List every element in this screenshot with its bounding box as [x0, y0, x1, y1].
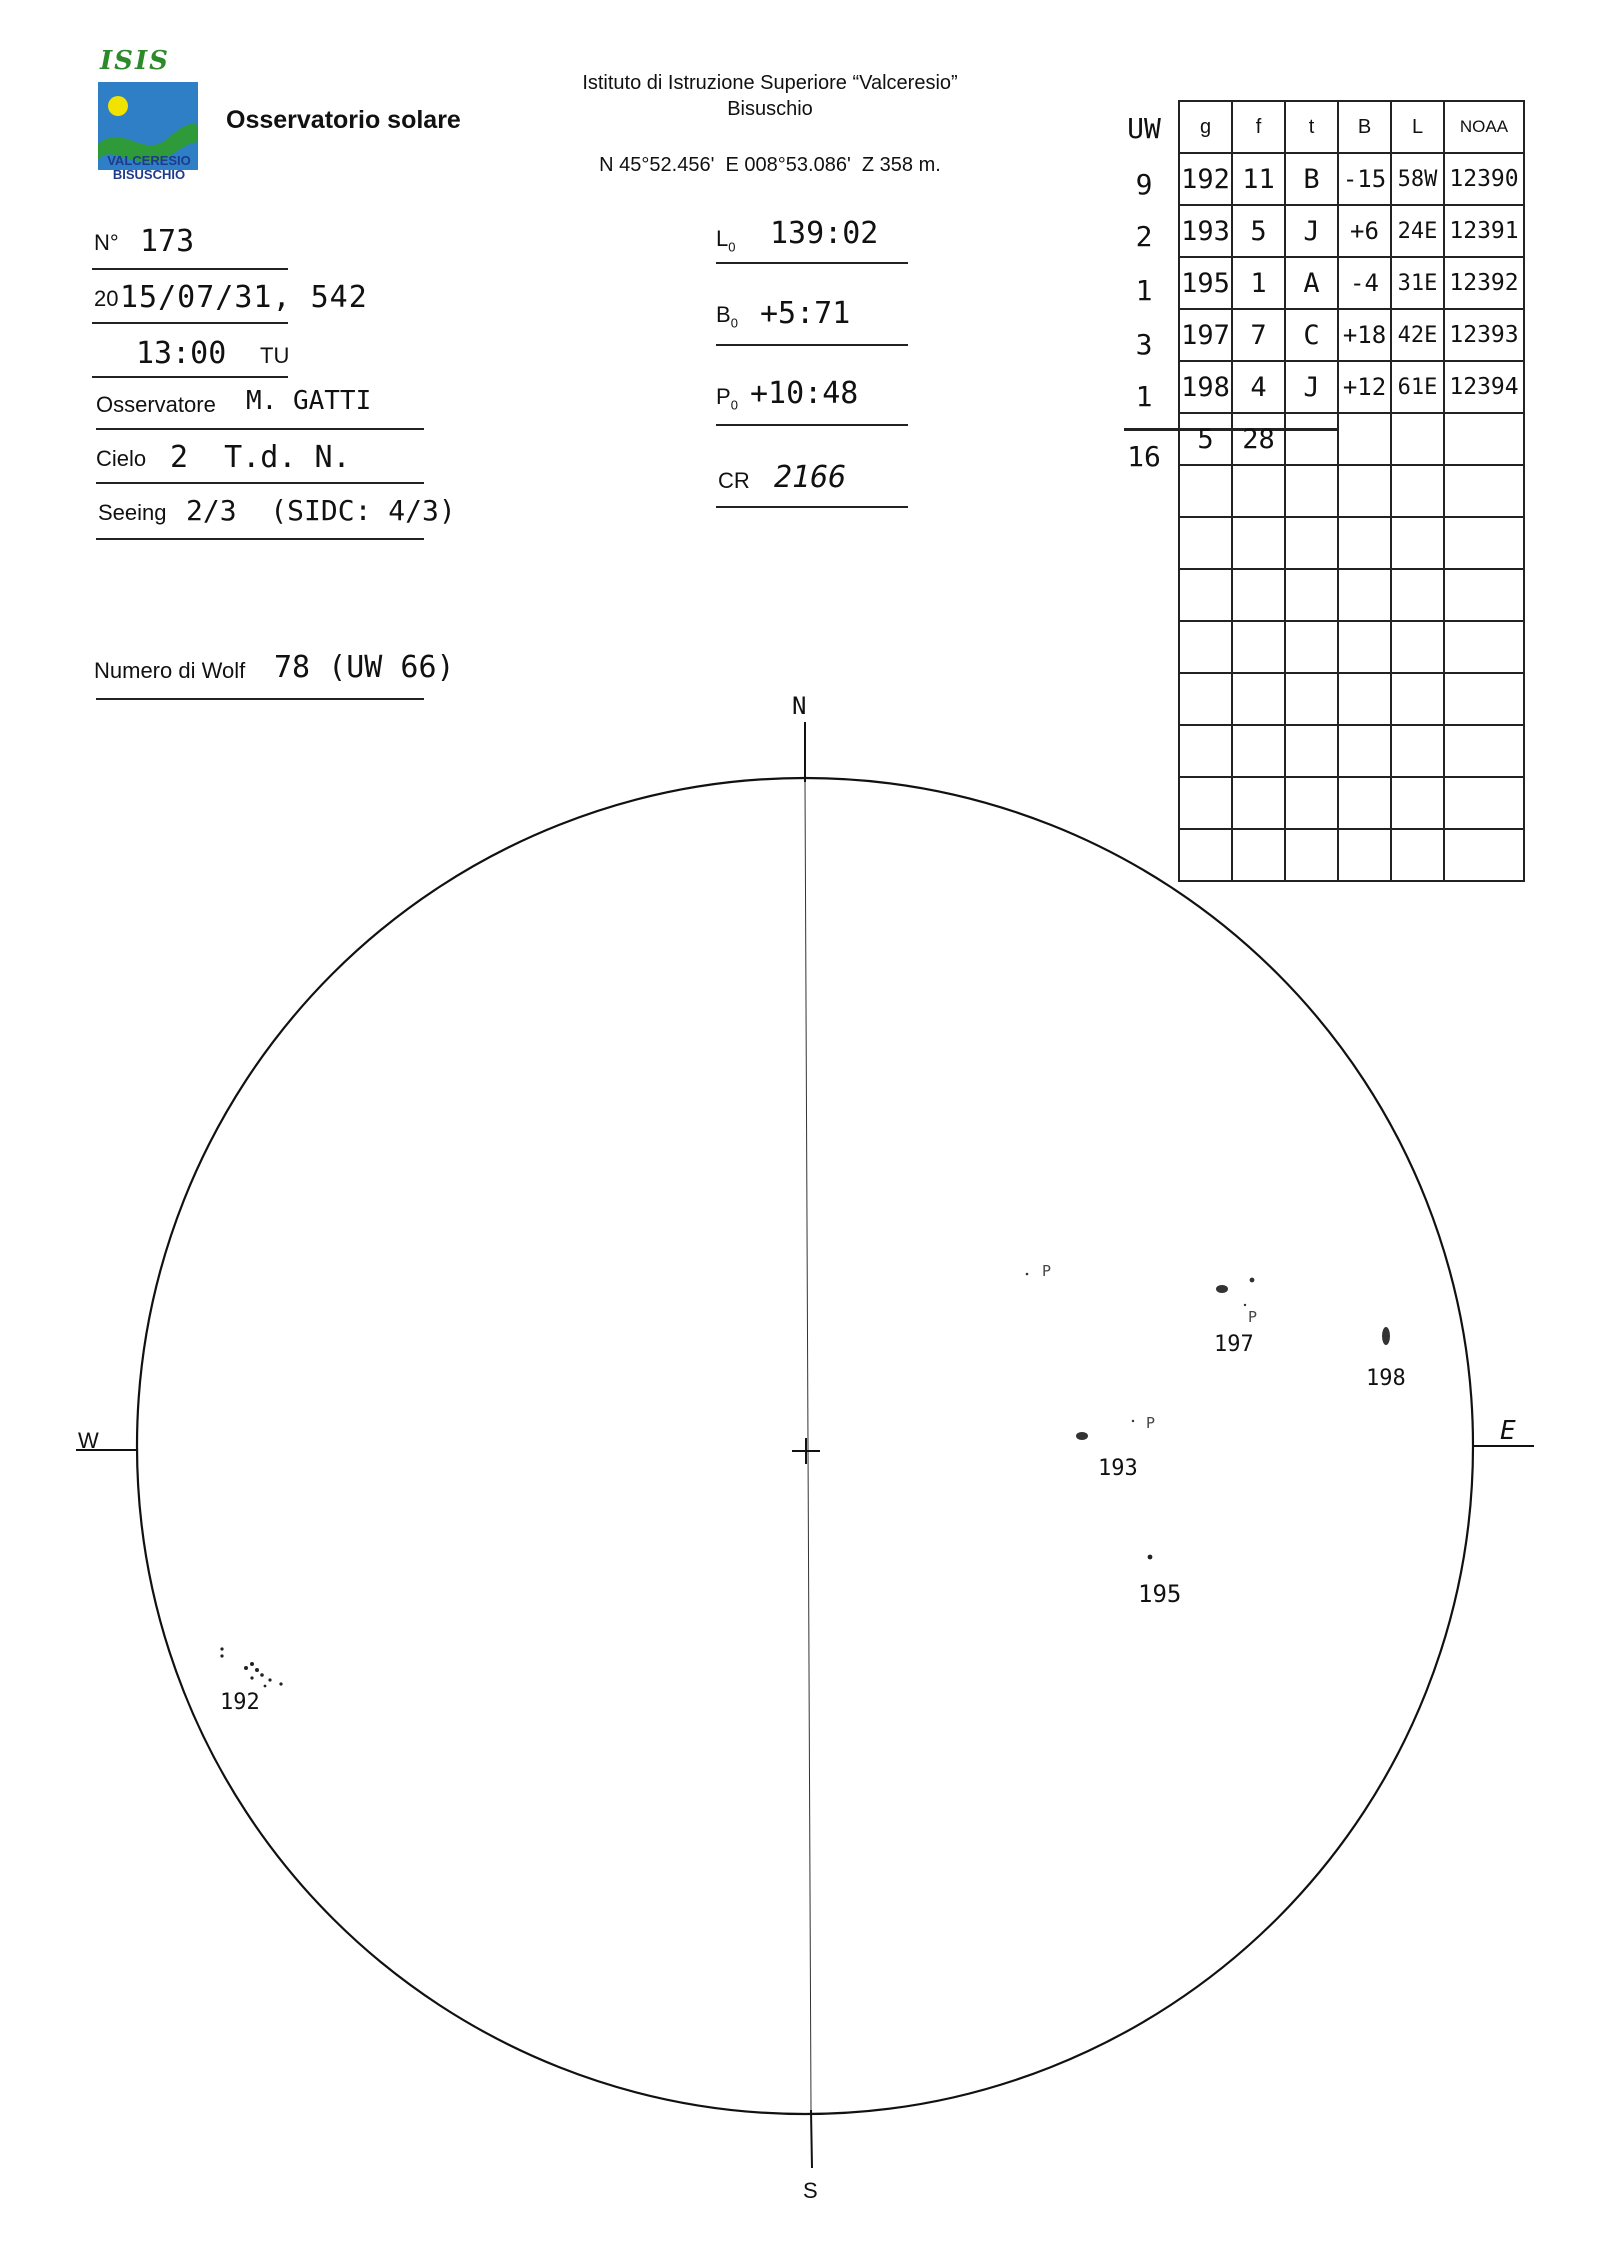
empty-cell — [1391, 569, 1444, 621]
empty-cell — [1391, 517, 1444, 569]
cell-b: +18 — [1338, 309, 1391, 361]
empty-row — [1179, 517, 1524, 569]
seeing-label: Seeing — [98, 500, 167, 525]
cell-l: 31E — [1391, 257, 1444, 309]
empty-cell — [1338, 413, 1391, 465]
p0-rule — [716, 424, 908, 426]
east-label: E — [1500, 1416, 1516, 1446]
logo-caption — [94, 154, 204, 182]
empty-row — [1179, 725, 1524, 777]
wolf-rule — [96, 698, 424, 700]
uw-header: UW — [1127, 112, 1161, 145]
uw-row-1: 9 — [1135, 168, 1153, 201]
table-row — [1179, 153, 1524, 205]
l0-value: 139:02 — [770, 216, 879, 251]
cell-noaa: 12392 — [1444, 257, 1524, 309]
empty-cell — [1285, 517, 1338, 569]
empty-cell — [1232, 725, 1285, 777]
empty-cell — [1179, 673, 1232, 725]
north-label: N — [792, 692, 807, 720]
observatory-title: Osservatorio solare — [226, 106, 461, 134]
cell-g: 195 — [1179, 257, 1232, 309]
seeing-value: 2/3 (SIDC: 4/3) — [186, 494, 456, 527]
l0-label — [716, 226, 735, 254]
col-header-b: B — [1338, 101, 1391, 153]
time-value: 13:00 — [136, 336, 227, 371]
observatory-coordinates: N 45°52.456' E 008°53.086' Z 358 m. — [599, 154, 941, 176]
group-label-198: 198 — [1366, 1366, 1406, 1391]
col-header-l: L — [1391, 101, 1444, 153]
l0-letter: L — [716, 226, 729, 251]
cell-noaa: 12390 — [1444, 153, 1524, 205]
sky-label: Cielo — [96, 446, 147, 471]
empty-cell — [1391, 673, 1444, 725]
empty-cell — [1232, 569, 1285, 621]
empty-cell — [1444, 673, 1524, 725]
empty-cell — [1232, 465, 1285, 517]
empty-cell — [1232, 829, 1285, 881]
empty-cell — [1232, 673, 1285, 725]
empty-cell — [1444, 725, 1524, 777]
cr-label: CR — [718, 468, 750, 493]
cell-f: 4 — [1232, 361, 1285, 413]
table-row — [1179, 361, 1524, 413]
empty-cell — [1391, 413, 1444, 465]
south-label: S — [803, 2178, 818, 2203]
col-header-g: g — [1179, 101, 1232, 153]
p0-label — [716, 384, 738, 412]
col-header-t: t — [1285, 101, 1338, 153]
penumbra-mark: P — [1042, 1262, 1052, 1280]
cell-noaa: 12393 — [1444, 309, 1524, 361]
table-totals-row — [1179, 413, 1524, 465]
institute-town: Bisuschio — [727, 98, 813, 120]
empty-cell — [1285, 673, 1338, 725]
group-label-195: 195 — [1138, 1580, 1182, 1608]
empty-cell — [1285, 777, 1338, 829]
institute-name: Istituto di Istruzione Superiore “Valceresio” — [582, 72, 958, 94]
sky-rule — [96, 482, 424, 484]
uw-row-3: 1 — [1135, 274, 1153, 307]
observer-rule — [96, 428, 424, 430]
p0-subscript: 0 — [730, 397, 738, 413]
cell-l: 61E — [1391, 361, 1444, 413]
number-label: N° — [94, 230, 119, 255]
empty-cell — [1179, 829, 1232, 881]
uw-row-5: 1 — [1135, 380, 1153, 413]
empty-cell — [1444, 413, 1524, 465]
number-rule — [92, 268, 288, 270]
group-label-197: 197 — [1214, 1332, 1254, 1357]
table-row — [1179, 205, 1524, 257]
empty-cell — [1232, 777, 1285, 829]
cell-t: B — [1285, 153, 1338, 205]
time-unit: TU — [260, 343, 290, 368]
empty-cell — [1285, 465, 1338, 517]
date-prefix: 20 — [94, 286, 119, 311]
logo-wordmark: ISIS — [100, 46, 170, 76]
cell-noaa: 12394 — [1444, 361, 1524, 413]
cell-g: 192 — [1179, 153, 1232, 205]
col-header-f: f — [1232, 101, 1285, 153]
cell-t: J — [1285, 205, 1338, 257]
seeing-rule — [96, 538, 424, 540]
col-header-noaa: NOAA — [1444, 101, 1524, 153]
empty-cell — [1179, 569, 1232, 621]
b0-label — [716, 302, 738, 330]
penumbra-mark: P — [1146, 1414, 1156, 1432]
empty-cell — [1232, 517, 1285, 569]
empty-cell — [1391, 829, 1444, 881]
observer-value: M. GATTI — [246, 386, 372, 416]
uw-total: 16 — [1127, 440, 1161, 473]
central-meridian — [805, 782, 811, 2110]
b0-letter: B — [716, 302, 731, 327]
cr-value: 2166 — [774, 460, 847, 495]
empty-cell — [1285, 569, 1338, 621]
cell-b: +12 — [1338, 361, 1391, 413]
l0-rule — [716, 262, 908, 264]
sky-value: 2 T.d. N. — [170, 440, 351, 475]
empty-cell — [1285, 829, 1338, 881]
west-label: W — [78, 1428, 99, 1453]
empty-row — [1179, 569, 1524, 621]
cell-l: 58W — [1391, 153, 1444, 205]
cell-b: -4 — [1338, 257, 1391, 309]
cell-f: 5 — [1232, 205, 1285, 257]
cell-l: 24E — [1391, 205, 1444, 257]
cell-g: 198 — [1179, 361, 1232, 413]
empty-cell — [1391, 777, 1444, 829]
empty-row — [1179, 621, 1524, 673]
empty-row — [1179, 829, 1524, 881]
number-value: 173 — [140, 224, 195, 259]
b0-value: +5:71 — [760, 296, 851, 331]
total-g: 5 — [1179, 413, 1232, 465]
empty-cell — [1338, 621, 1391, 673]
total-f: 28 — [1232, 413, 1285, 465]
empty-row — [1179, 465, 1524, 517]
cell-f: 7 — [1232, 309, 1285, 361]
empty-cell — [1285, 725, 1338, 777]
logo-caption-line2: BISUSCHIO — [112, 167, 186, 182]
empty-row — [1179, 673, 1524, 725]
b0-rule — [716, 344, 908, 346]
uw-row-2: 2 — [1135, 220, 1153, 253]
logo-caption-line1: VALCERESIO — [107, 153, 191, 168]
empty-cell — [1338, 829, 1391, 881]
cell-t: A — [1285, 257, 1338, 309]
empty-cell — [1338, 465, 1391, 517]
cell-t: J — [1285, 361, 1338, 413]
empty-cell — [1338, 569, 1391, 621]
group-195-spot — [1148, 1555, 1153, 1560]
table-header-row — [1179, 101, 1524, 153]
empty-cell — [1338, 517, 1391, 569]
empty-cell — [1285, 621, 1338, 673]
empty-cell — [1232, 621, 1285, 673]
date-value: 15/07/31, 542 — [120, 280, 368, 315]
table-row — [1179, 257, 1524, 309]
cell-g: 193 — [1179, 205, 1232, 257]
empty-cell — [1179, 777, 1232, 829]
cell-g: 197 — [1179, 309, 1232, 361]
p0-value: +10:48 — [750, 376, 859, 411]
empty-cell — [1444, 829, 1524, 881]
b0-subscript: 0 — [730, 315, 738, 331]
group-192-spots — [220, 1647, 282, 1687]
group-193-spots — [1076, 1420, 1134, 1440]
empty-cell — [1179, 621, 1232, 673]
solar-disk-outline — [137, 778, 1473, 2114]
groups-table — [1178, 100, 1525, 882]
wolf-label: Numero di Wolf — [94, 658, 246, 683]
uw-row-4: 3 — [1135, 328, 1153, 361]
cell-f: 11 — [1232, 153, 1285, 205]
empty-cell — [1338, 777, 1391, 829]
cell-t: C — [1285, 309, 1338, 361]
empty-cell — [1338, 673, 1391, 725]
empty-cell — [1285, 413, 1338, 465]
group-197-spots — [1216, 1278, 1254, 1307]
cell-noaa: 12391 — [1444, 205, 1524, 257]
empty-cell — [1444, 569, 1524, 621]
empty-cell — [1444, 621, 1524, 673]
table-row — [1179, 309, 1524, 361]
empty-cell — [1391, 725, 1444, 777]
empty-cell — [1391, 621, 1444, 673]
wolf-value: 78 (UW 66) — [274, 650, 455, 685]
observer-label: Osservatore — [96, 392, 216, 417]
penumbra-mark: P — [1248, 1308, 1258, 1326]
cell-b: -15 — [1338, 153, 1391, 205]
empty-cell — [1444, 465, 1524, 517]
isolated-pore — [1026, 1273, 1029, 1276]
empty-cell — [1179, 517, 1232, 569]
empty-cell — [1444, 777, 1524, 829]
cell-l: 42E — [1391, 309, 1444, 361]
south-axis-tick — [811, 2110, 812, 2168]
date-rule — [92, 322, 288, 324]
empty-cell — [1391, 465, 1444, 517]
group-label-192: 192 — [220, 1690, 260, 1715]
empty-cell — [1179, 465, 1232, 517]
empty-cell — [1338, 725, 1391, 777]
empty-cell — [1179, 725, 1232, 777]
empty-row — [1179, 777, 1524, 829]
group-label-193: 193 — [1098, 1456, 1138, 1481]
empty-cell — [1444, 517, 1524, 569]
l0-subscript: 0 — [728, 239, 736, 255]
p0-letter: P — [716, 384, 731, 409]
time-rule — [92, 376, 288, 378]
cell-b: +6 — [1338, 205, 1391, 257]
cell-f: 1 — [1232, 257, 1285, 309]
group-198-spot — [1382, 1327, 1390, 1345]
cr-rule — [716, 506, 908, 508]
